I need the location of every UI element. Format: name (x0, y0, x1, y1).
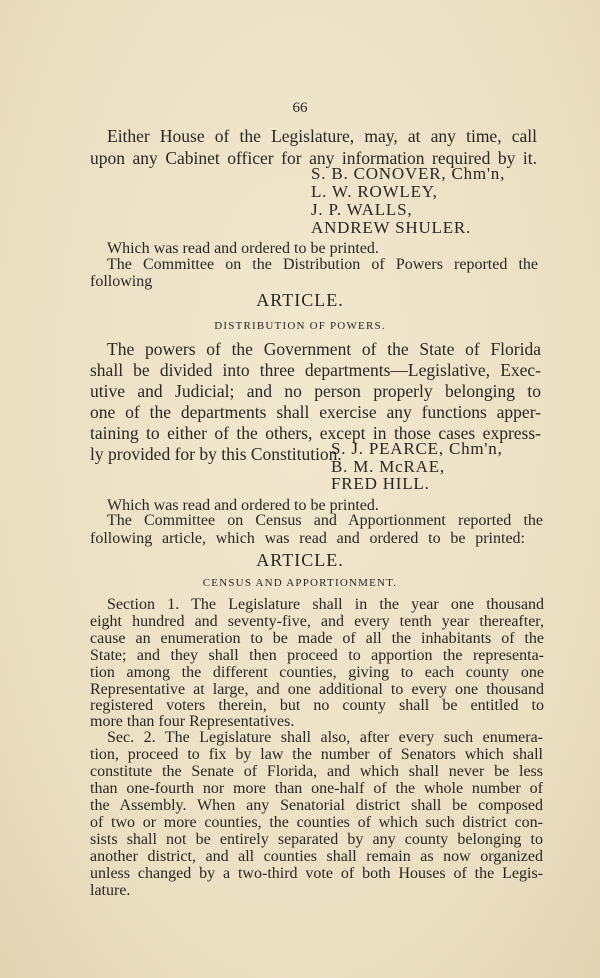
section-line: eight hundred and seventy-five, and every tenth year thereafter, (90, 613, 544, 630)
signature-line: L. W. ROWLEY, (311, 182, 438, 201)
report-line: following article, which was read and ordered to be printed: (90, 530, 525, 547)
article-line: taining to either of the others, except in those cases express- (90, 423, 541, 443)
article-line: utive and Judicial; and no person properly belonging to (90, 381, 541, 401)
article-heading: ARTICLE. (256, 290, 344, 310)
signature-line: B. M. McRAE, (331, 457, 445, 476)
section-line: more than four Representatives. (90, 713, 295, 730)
article-heading: ARTICLE. (256, 550, 344, 570)
article-line: one of the departments shall exercise any functions apper- (90, 402, 541, 422)
signature-line: S. J. PEARCE, Chm'n, (331, 439, 503, 458)
body-line: Either House of the Legislature, may, at any time, call (107, 126, 537, 146)
page-number: 66 (292, 100, 308, 116)
article-subheading: DISTRIBUTION OF POWERS. (214, 320, 386, 332)
body-line: upon any Cabinet officer for any information required by it. (90, 148, 537, 168)
section-line: lature. (90, 882, 131, 899)
report-line: following (90, 273, 153, 290)
section-line: tion among the different counties, giving to each county one (90, 664, 544, 681)
signature-line: S. B. CONOVER, Chm'n, (311, 164, 506, 183)
section-line: Sec. 2. The Legislature shall also, after every such enumera- (107, 729, 543, 746)
report-line: The Committee on Census and Apportionment reported the (107, 512, 543, 529)
article-subheading: CENSUS AND APPORTIONMENT. (202, 577, 398, 589)
section-line: constitute the Senate of Florida, and which shall never be less (90, 763, 543, 780)
section-line: than one-fourth nor more than one-half of the whole number of (90, 780, 543, 797)
section-line: Section 1. The Legislature shall in the year one thousand (107, 596, 544, 613)
signature-line: FRED HILL. (331, 474, 430, 493)
section-line: of two or more counties, the counties of which such district con- (90, 814, 543, 831)
section-line: tion, proceed to fix by law the number of Senators which shall (90, 746, 543, 763)
signature-line: ANDREW SHULER. (311, 218, 472, 237)
signature-line: J. P. WALLS, (311, 200, 413, 219)
section-line: registered voters therein, but no county shall be entitled to (90, 697, 544, 714)
section-line: the Assembly. When any Senatorial district shall be composed (90, 797, 543, 814)
read-ordered-line: Which was read and ordered to be printed. (107, 240, 379, 257)
section-line: another district, and all counties shall remain as now organized (90, 848, 543, 865)
read-ordered-line: Which was read and ordered to be printed. (107, 497, 379, 514)
section-line: sists shall not be entirely separated by any county belonging to (90, 831, 543, 848)
section-line: cause an enumeration to be made of all the inhabitants of the (90, 630, 544, 647)
report-line: The Committee on the Distribution of Powers reported the (107, 256, 538, 273)
section-line: unless changed by a two-third vote of both Houses of the Legis- (90, 865, 543, 882)
article-line: shall be divided into three departments—Legislative, Exec- (90, 360, 541, 380)
article-line: ly provided for by this Constitution. (90, 444, 342, 464)
article-line: The powers of the Government of the State of Florida (107, 339, 541, 359)
section-line: Representative at large, and one additional to every one thousand (90, 681, 544, 698)
section-line: State; and they shall then proceed to apportion the representa- (90, 647, 544, 664)
